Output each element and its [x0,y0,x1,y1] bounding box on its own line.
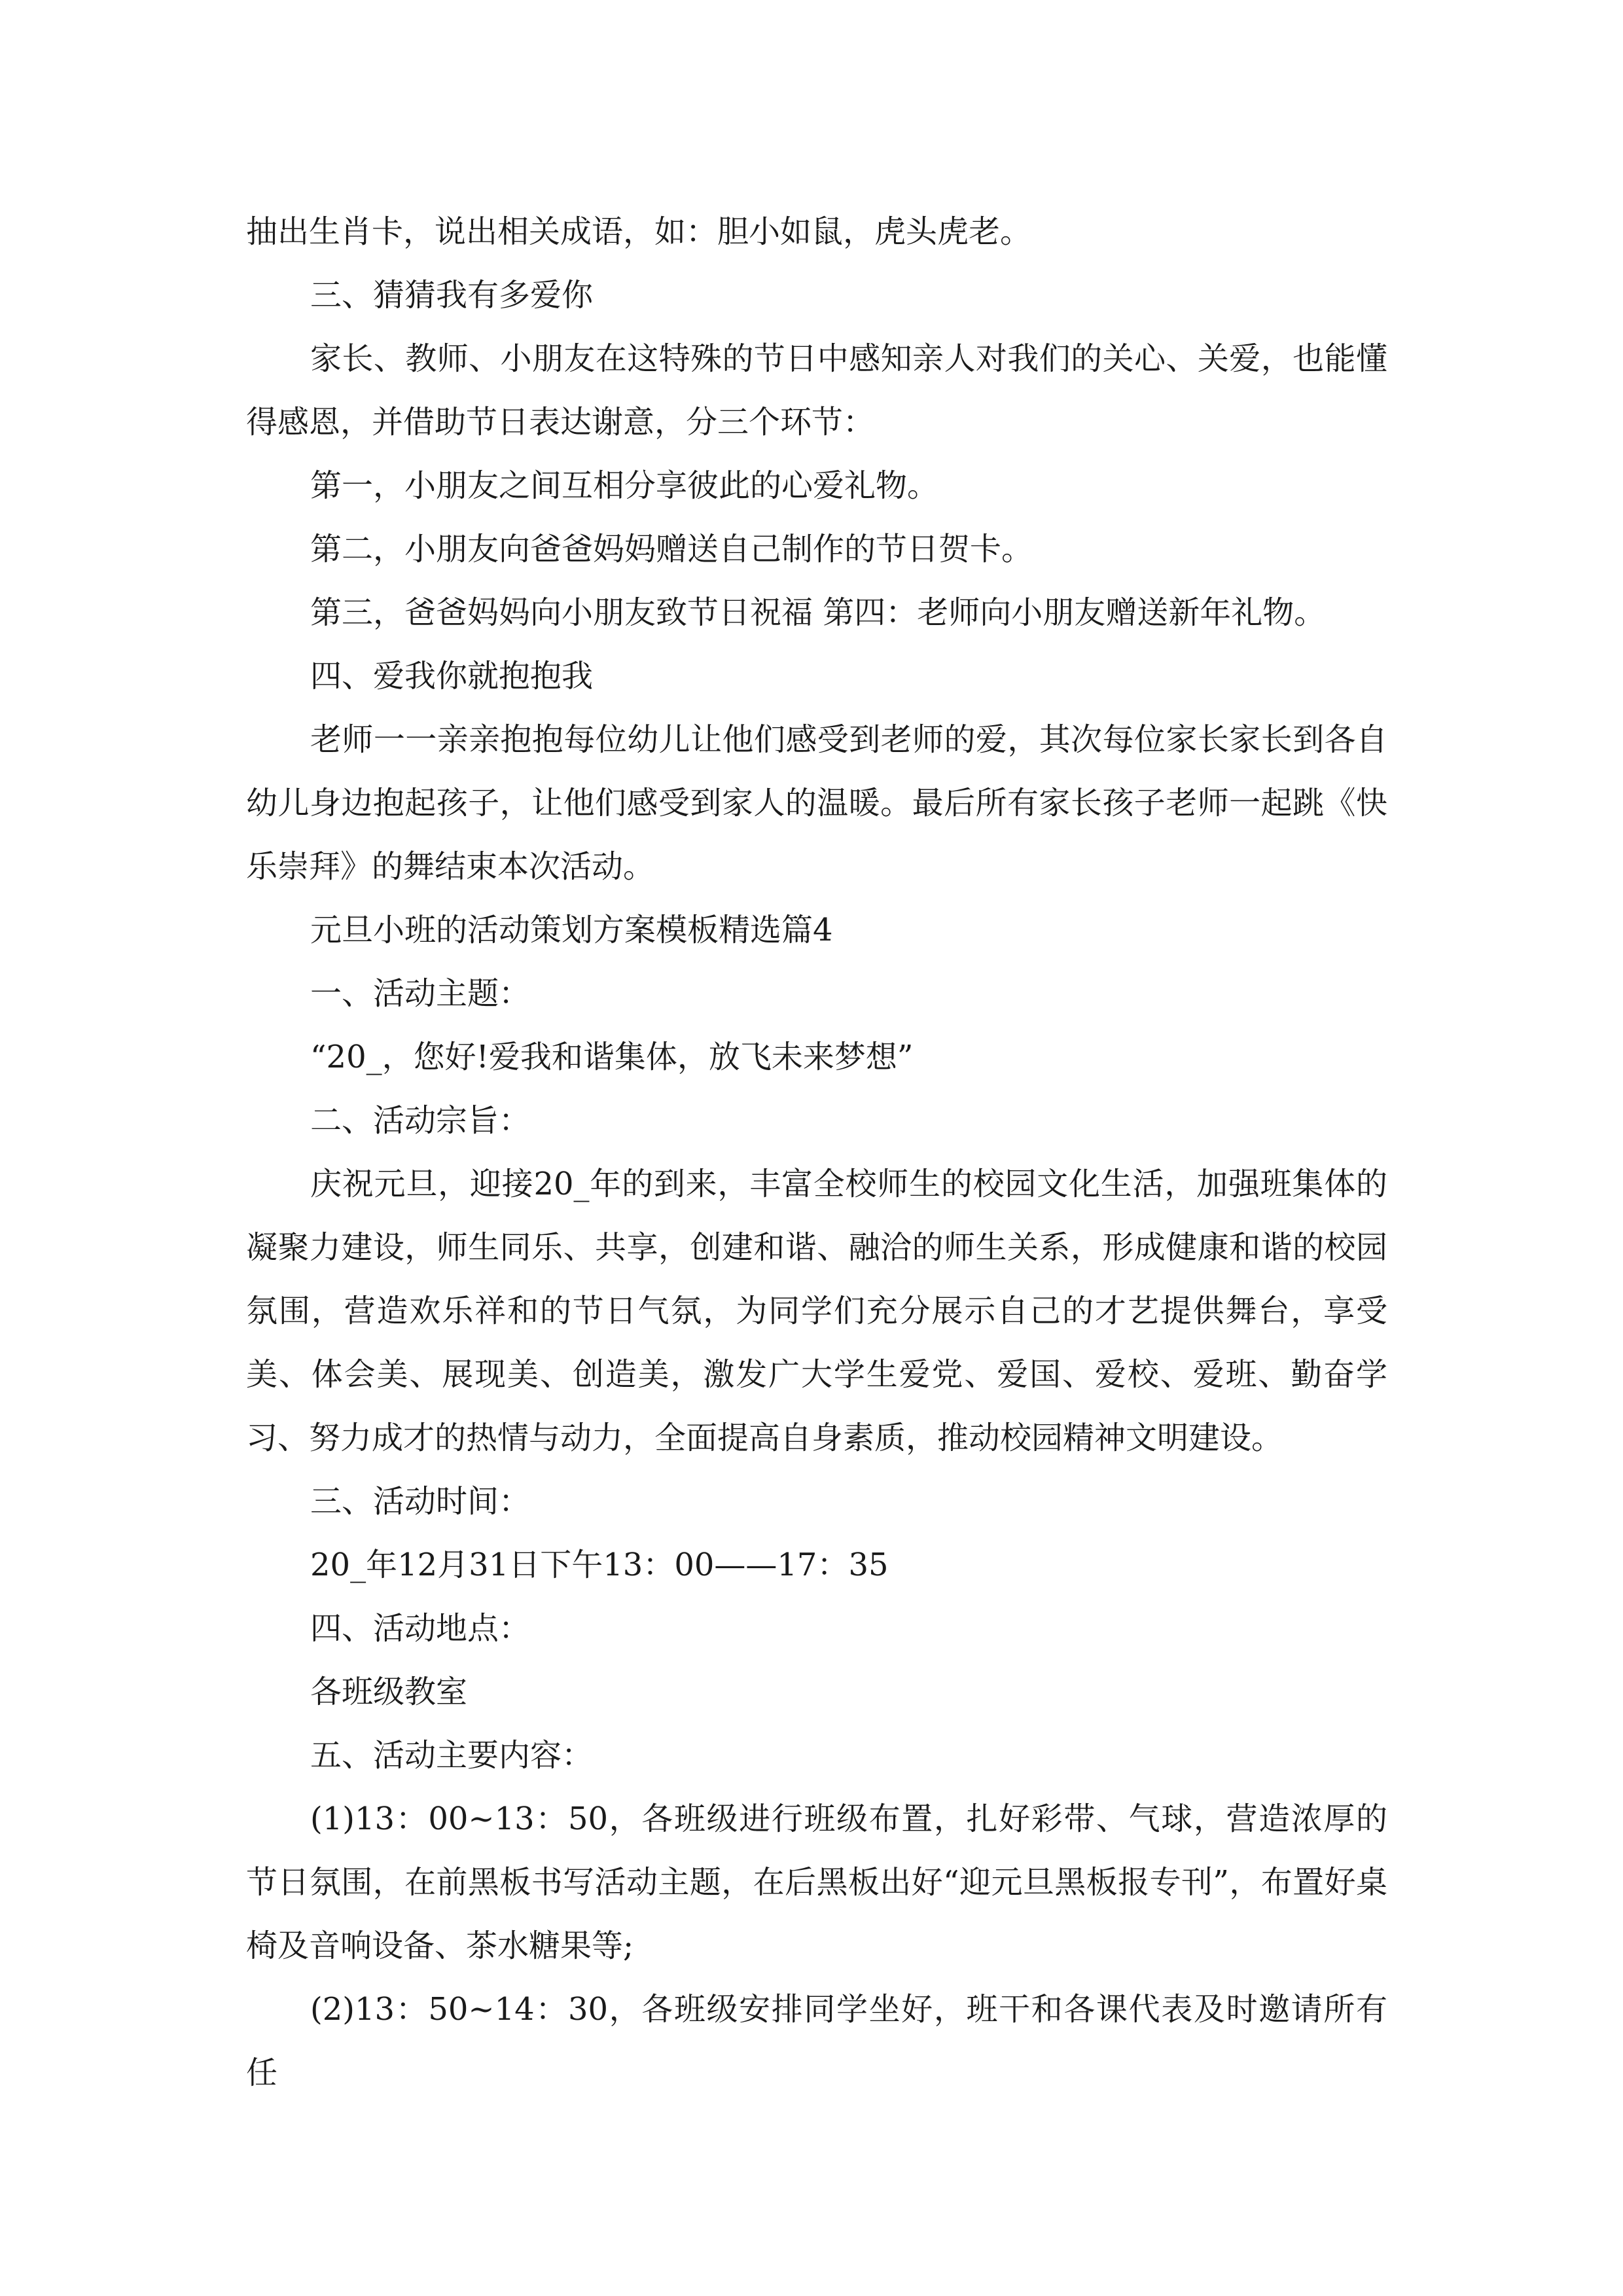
section-heading: 二、活动宗旨： [310,1102,531,1139]
paragraph: (2)13：50~14：30，各班级安排同学坐好，班干和各课代表及时邀请所有任 [246,1991,1387,2091]
document-body [246,200,1387,2105]
section-heading: 一、活动主题： [310,975,531,1012]
section-heading: 四、活动地点： [310,1610,531,1647]
paragraph: 20_年12月31日下午13：00——17：35 [310,1547,889,1583]
paragraph: (1)13：00~13：50，各班级进行班级布置，扎好彩带、气球，营造浓厚的节日氛围，在前黑板书写活动主题，在后黑板出好“迎元旦黑板报专刊”，布置好桌椅及音响设备、茶水糖果等; [246,1801,1387,1964]
paragraph: 第一，小朋友之间互相分享彼此的心爱礼物。 [310,467,939,504]
paragraph: 抽出生肖卡，说出相关成语，如：胆小如鼠，虎头虎老。 [246,213,1032,250]
section-heading: 五、活动主要内容： [310,1737,594,1774]
paragraph: “20_，您好!爱我和谐集体，放飞未来梦想” [310,1039,914,1075]
paragraph: 各班级教室 [310,1674,468,1710]
paragraph: 庆祝元旦，迎接20_年的到来，丰富全校师生的校园文化生活，加强班集体的凝聚力建设，师生同乐、共享，创建和谐、融洽的师生关系，形成健康和谐的校园氛围，营造欢乐祥和的节日气氛，为同学们充分展示自己的才艺提供舞台，享受美、体会美、展现美、创造美，激发广大学生爱党、爱国、爱校、爱班、勤奋学习、努力成才的热情与动力，全面提高自身素质，推动校园精神文明建设。 [246,1166,1387,1456]
section-heading: 三、活动时间： [310,1483,531,1520]
paragraph: 家长、教师、小朋友在这特殊的节日中感知亲人对我们的关心、关爱，也能懂得感恩，并借助节日表达谢意，分三个环节： [246,340,1387,440]
paragraph: 第二，小朋友向爸爸妈妈赠送自己制作的节日贺卡。 [310,531,1033,567]
section-heading: 四、爱我你就抱抱我 [310,658,594,694]
paragraph: 老师一一亲亲抱抱每位幼儿让他们感受到老师的爱，其次每位家长家长到各自幼儿身边抱起孩子，让他们感受到家人的温暖。最后所有家长孩子老师一起跳《快乐崇拜》的舞结束本次活动。 [246,721,1387,885]
section-heading: 三、猜猜我有多爱你 [310,277,594,314]
paragraph: 第三，爸爸妈妈向小朋友致节日祝福 第四：老师向小朋友赠送新年礼物。 [310,594,1326,631]
chapter-title: 元旦小班的活动策划方案模板精选篇4 [310,912,833,948]
